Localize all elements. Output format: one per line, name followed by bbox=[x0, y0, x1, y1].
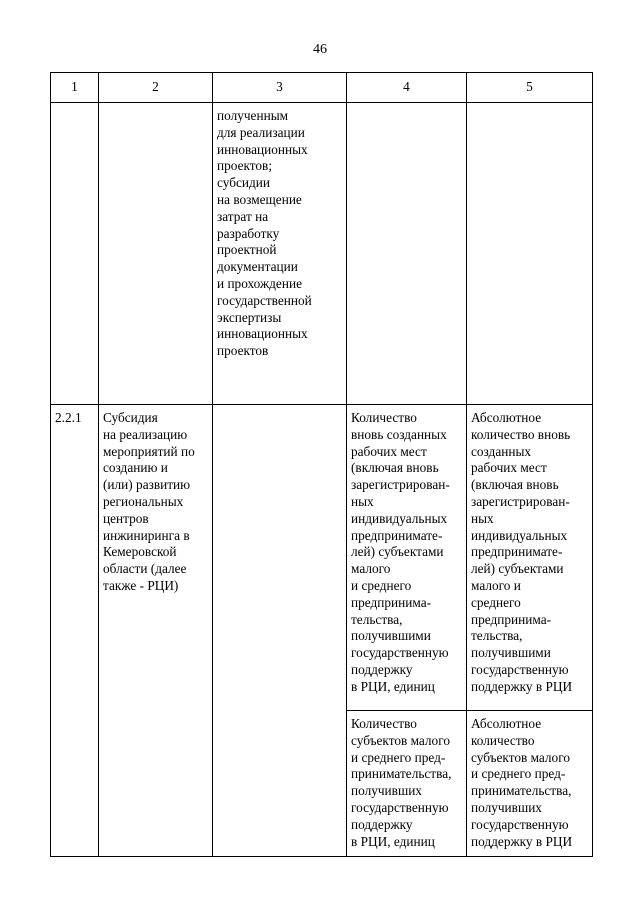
column-header-3: 3 bbox=[213, 73, 347, 103]
cell-method bbox=[467, 103, 593, 405]
cell-indicator bbox=[347, 711, 467, 857]
cell-indicator bbox=[347, 103, 467, 405]
cell-legal-basis bbox=[213, 103, 347, 405]
cell-number bbox=[51, 405, 99, 857]
table-row-2-2-1 bbox=[51, 405, 593, 711]
column-header-1: 1 bbox=[51, 73, 99, 103]
cell-measure bbox=[99, 405, 213, 857]
cell-number bbox=[51, 103, 99, 405]
cell-method bbox=[467, 711, 593, 857]
measure-text: Субсидия на реализацию мероприятий по созданию и (или) развитию региональных центров инжиниринга в Кемеровской области (далее также - РЦИ) bbox=[103, 410, 195, 593]
cell-legal-basis bbox=[213, 405, 347, 857]
column-header-4: 4 bbox=[347, 73, 467, 103]
indicator-name-2: Количество субъектов малого и среднего пред- принимательства, получивших государственную поддержку в РЦИ, единиц bbox=[351, 716, 452, 849]
indicator-method-1: Абсолютное количество вновь созданных рабочих мест (включая вновь зарегистрирован- ных индивидуальных предпринимате- лей) субъектами малого и среднего предпринима- тельства, получившими государственную поддержку в РЦИ bbox=[471, 410, 573, 694]
program-table bbox=[50, 72, 593, 857]
column-header-2: 2 bbox=[99, 73, 213, 103]
indicator-method-2: Абсолютное количество субъектов малого и среднего пред- принимательства, получивших государственную поддержку в РЦИ bbox=[471, 716, 573, 849]
indicator-name-1: Количество вновь созданных рабочих мест (включая вновь зарегистрирован- ных индивидуальных предпринимате- лей) субъектами малого и среднего предпринима- тельства, получившими государственную поддержку в РЦИ, единиц bbox=[351, 410, 450, 694]
legal-basis-text: полученным для реализации инновационных проектов; субсидии на возмещение затрат на разработку проектной документации и прохождение государственной экспертизы инновационных проектов bbox=[217, 108, 312, 359]
cell-method bbox=[467, 405, 593, 711]
column-header-5: 5 bbox=[467, 73, 593, 103]
row-number: 2.2.1 bbox=[55, 410, 82, 425]
page-number: 46 bbox=[313, 42, 327, 57]
table-row-continued bbox=[51, 103, 593, 405]
cell-indicator bbox=[347, 405, 467, 711]
cell-measure bbox=[99, 103, 213, 405]
table-header-row bbox=[51, 73, 593, 103]
